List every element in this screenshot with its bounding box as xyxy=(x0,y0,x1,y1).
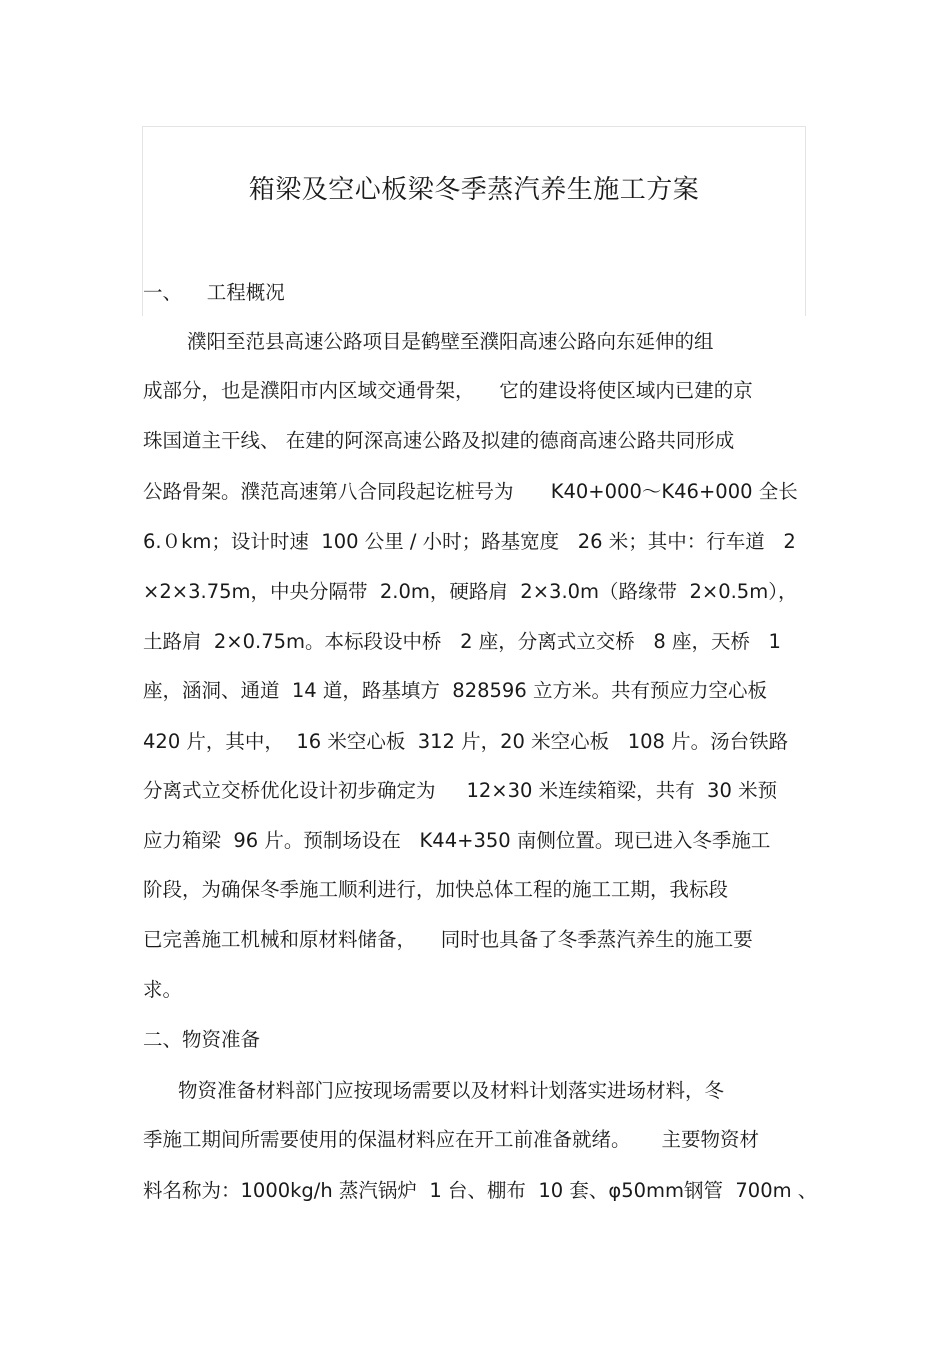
paragraph-line: 已完善施工机械和原材料储备， 同时也具备了冬季蒸汽养生的施工要 xyxy=(143,928,753,951)
paragraph-line: 公路骨架。濮范高速第八合同段起讫桩号为 K40+000～K46+000 全长 xyxy=(143,480,798,503)
paragraph-line: 分离式立交桥优化设计初步确定为 12×30 米连续箱梁，共有 30 米预 xyxy=(143,779,778,802)
paragraph-line: 成部分，也是濮阳市内区域交通骨架， 它的建设将使区域内已建的京 xyxy=(143,379,753,402)
document-title: 箱梁及空心板梁冬季蒸汽养生施工方案 xyxy=(248,175,700,205)
paragraph-line: 座，涵洞、通道 14 道，路基填方 828596 立方米。共有预应力空心板 xyxy=(143,679,767,702)
paragraph-line: 420 片，其中， 16 米空心板 312 片，20 米空心板 108 片。汤台铁路 xyxy=(143,730,789,753)
section-2-heading: 二、物资准备 xyxy=(143,1028,261,1051)
paragraph-line: 6.０km；设计时速 100 公里 / 小时；路基宽度 26 米；其中：行车道 2 xyxy=(143,530,796,553)
paragraph-line: 珠国道主干线、 在建的阿深高速公路及拟建的德商高速公路共同形成 xyxy=(143,429,735,452)
paragraph-line: 阶段，为确保冬季施工顺利进行，加快总体工程的施工工期，我标段 xyxy=(143,878,729,901)
paragraph-line: 求。 xyxy=(143,978,183,1001)
paragraph-line: ×2×3.75m，中央分隔带 2.0m，硬路肩 2×3.0m（路缘带 2×0.5m）， xyxy=(143,580,798,603)
paragraph-line: 应力箱梁 96 片。预制场设在 K44+350 南侧位置。现已进入冬季施工 xyxy=(143,829,771,852)
section-1-heading: 一、 工程概况 xyxy=(143,281,285,304)
paragraph-line: 季施工期间所需要使用的保温材料应在开工前准备就绪。 主要物资材 xyxy=(143,1128,759,1151)
paragraph-line: 濮阳至范县高速公路项目是鹤壁至濮阳高速公路向东延伸的组 xyxy=(187,330,714,353)
paragraph-line: 物资准备材料部门应按现场需要以及材料计划落实进场材料，冬 xyxy=(178,1079,725,1102)
paragraph-line: 料名称为：1000kg/h 蒸汽锅炉 1 台、棚布 10 套、φ50mm钢管 700m 、 xyxy=(143,1179,818,1202)
paragraph-line: 土路肩 2×0.75m。本标段设中桥 2 座，分离式立交桥 8 座，天桥 1 xyxy=(143,630,781,653)
